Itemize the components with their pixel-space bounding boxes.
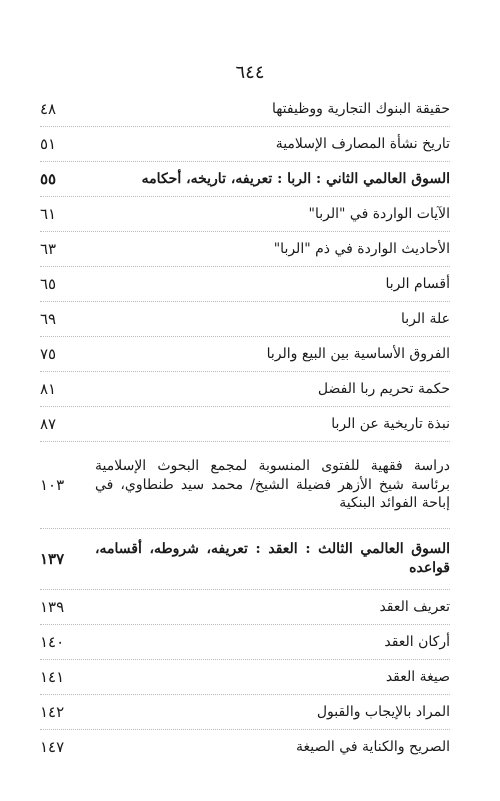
toc-entry-page: ١٠٣: [40, 476, 65, 494]
toc-entry-title: علة الربا: [401, 310, 450, 327]
toc-entry: [40, 302, 450, 337]
toc-entry: [40, 337, 450, 372]
toc-entry-page: ١٣٩: [40, 598, 65, 616]
toc-entry-title: المراد بالإيجاب والقبول: [316, 703, 450, 720]
toc-entry-title: تعريف العقد: [379, 598, 450, 615]
toc-entry: [40, 660, 450, 695]
toc-entry-page: ٨٧: [40, 415, 57, 433]
toc-entry: [40, 442, 450, 529]
toc-entry-page: ١٤٠: [40, 633, 65, 651]
toc-entry: [40, 232, 450, 267]
toc-entry-page: ٦١: [40, 205, 57, 223]
toc-entry-page: ٨١: [40, 380, 57, 398]
toc-entry: [40, 267, 450, 302]
toc-entry-page: ١٤٧: [40, 738, 65, 756]
toc-chapter-entry: [40, 529, 450, 590]
toc-entry: [40, 730, 450, 764]
toc-entry-title: تاريخ نشأة المصارف الإسلامية: [275, 135, 450, 152]
toc-chapter-entry: [40, 162, 450, 197]
toc-entry-title: حقيقة البنوك التجارية ووظيفتها: [271, 100, 450, 117]
toc-entry-page: ٦٥: [40, 275, 57, 293]
toc-entry-page: ٥١: [40, 135, 57, 153]
toc-entry-title: صيغة العقد: [385, 668, 450, 685]
toc-entry: [40, 625, 450, 660]
toc-entry-page: ٦٩: [40, 310, 57, 328]
toc-entry-title: الأحاديث الواردة في ذم "الربا": [273, 240, 450, 257]
toc-entry-page: ٧٥: [40, 345, 57, 363]
page-number: ٦٤٤: [235, 62, 265, 83]
toc-entry-page: ٤٨: [40, 100, 57, 118]
toc-entry-title: أركان العقد: [384, 633, 450, 650]
toc-entry: [40, 590, 450, 625]
toc-entry: [40, 197, 450, 232]
toc-entry: [40, 92, 450, 127]
toc-entry-title: الصريح والكناية في الصيغة: [296, 738, 450, 755]
toc-entry-title: نبذة تاريخية عن الربا: [331, 415, 450, 432]
toc-entry-page: ١٣٧: [40, 550, 65, 568]
toc-entry: [40, 372, 450, 407]
toc-entry-page: ١٤٢: [40, 703, 65, 721]
toc-entry: [40, 127, 450, 162]
toc-entry-title: السوق العالمي الثالث : العقد : تعريفه، شروطه، أقسامه، قواعده: [95, 541, 450, 576]
toc-entry-title: الآيات الواردة في "الربا": [308, 205, 450, 222]
toc-entry-page: ٦٣: [40, 240, 57, 258]
toc-entry-title: دراسة فقهية للفتوى المنسوبة لمجمع البحوث الإسلامية برئاسة شيخ الأزهر فضيلة الشيخ/ محمد سيد طنطاوي، في إباحة الفوائد البنكية: [95, 457, 450, 512]
toc-entry-page: ٥٥: [40, 170, 57, 188]
toc-entry-title: حكمة تحريم ربا الفضل: [317, 380, 450, 397]
toc-entry-title: السوق العالمي الثاني : الربا : تعريفه، تاريخه، أحكامه: [141, 170, 450, 187]
toc-entry-title: أقسام الربا: [385, 275, 450, 292]
toc-entry: [40, 407, 450, 442]
toc-entry-title: الفروق الأساسية بين البيع والربا: [266, 345, 450, 362]
table-of-contents: [40, 92, 450, 764]
toc-entry-page: ١٤١: [40, 668, 65, 686]
toc-entry: [40, 695, 450, 730]
